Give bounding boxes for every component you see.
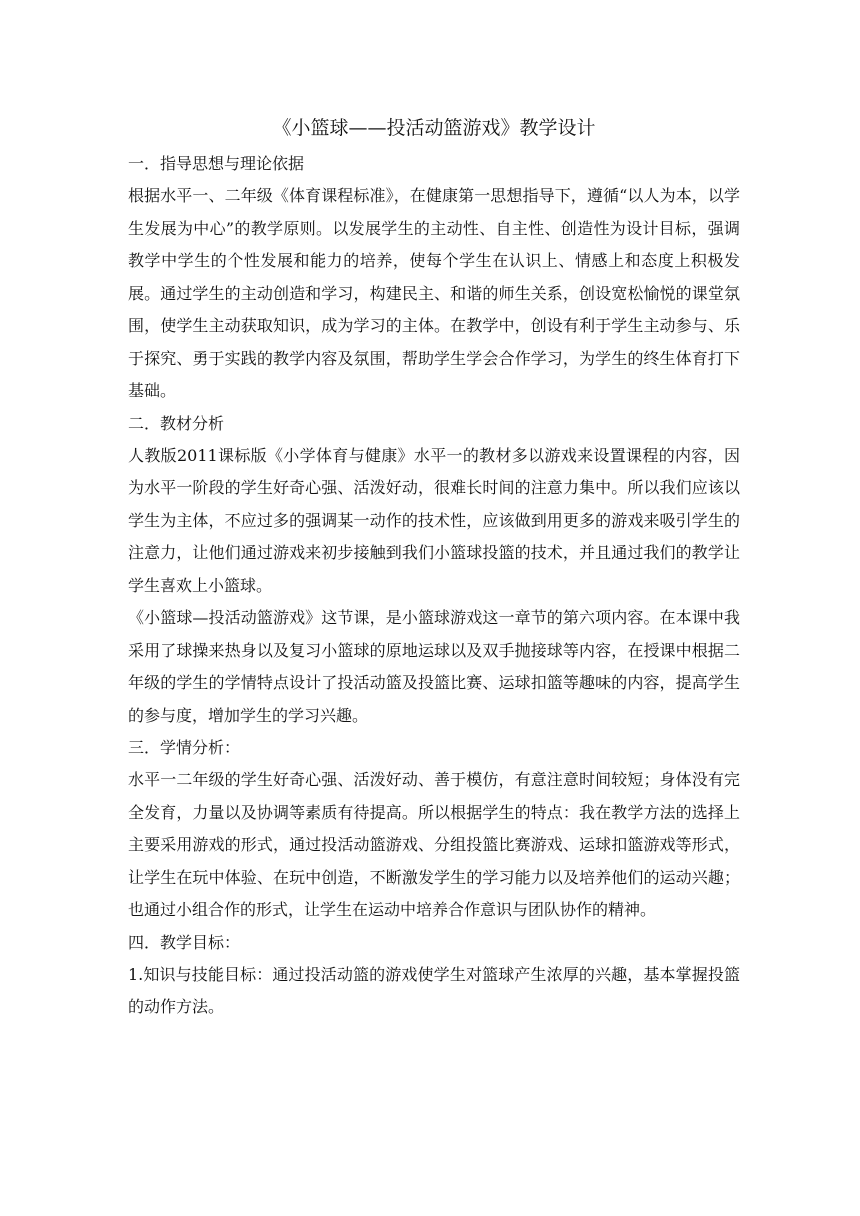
section-teaching-objectives bbox=[128, 927, 740, 1024]
section-textbook-analysis bbox=[128, 408, 740, 733]
document-title: 《小篮球——投活动篮游戏》教学设计 bbox=[272, 117, 596, 139]
section-learner-analysis bbox=[128, 732, 740, 927]
section-paragraph: 根据水平一、二年级《体育课程标准》，在健康第一思想指导下，遵循“以人为本，以学生发展为中心”的教学原则。以发展学生的主动性、自主性、创造性为设计目标，强调教学中学生的个性发展和能力的培养，使每个学生在认识上、情感上和态度上积极发展。通过学生的主动创造和学习，构建民主、和谐的师生关系，创设宽松愉悦的课堂氛围，使学生主动获取知识，成为学习的主体。在教学中，创设有利于学生主动参与、乐于探究、勇于实践的教学内容及氛围，帮助学生学会合作学习，为学生的终生体育打下基础。 bbox=[128, 186, 740, 400]
section-paragraph: 1.知识与技能目标：通过投活动篮的游戏使学生对篮球产生浓厚的兴趣，基本掌握投篮的动作方法。 bbox=[128, 964, 740, 1016]
section-guiding-thought bbox=[128, 148, 740, 408]
section-paragraph: 水平一二年级的学生好奇心强、活泼好动、善于模仿，有意注意时间较短；身体没有完全发育，力量以及协调等素质有待提高。所以根据学生的特点：我在教学方法的选择上主要采用游戏的形式，通过投活动篮游戏、分组投篮比赛游戏、运球扣篮游戏等形式，让学生在玩中体验、在玩中创造，不断激发学生的学习能力以及培养他们的运动兴趣；也通过小组合作的形式，让学生在运动中培养合作意识与团队协作的精神。 bbox=[128, 770, 740, 919]
document-body bbox=[128, 114, 740, 1024]
section-heading: 四．教学目标： bbox=[128, 932, 241, 952]
section-paragraph: 《小篮球—投活动篮游戏》这节课，是小篮球游戏这一章节的第六项内容。在本课中我采用了球操来热身以及复习小篮球的原地运球以及双手抛接球等内容，在授课中根据二年级的学生的学情特点设计了投活动篮及投篮比赛、运球扣篮等趣味的内容，提高学生的参与度，增加学生的学习兴趣。 bbox=[128, 608, 740, 725]
section-heading: 一．指导思想与理论依据 bbox=[128, 154, 305, 173]
section-paragraph: 人教版2011课标版《小学体育与健康》水平一的教材多以游戏来设置课程的内容，因为水平一阶段的学生好奇心强、活泼好动，很难长时间的注意力集中。所以我们应该以学生为主体，不应过多的强调某一动作的技术性，应该做到用更多的游戏来吸引学生的注意力，让他们通过游戏来初步接触到我们小篮球投篮的技术，并且通过我们的教学让学生喜欢上小篮球。 bbox=[128, 445, 740, 595]
section-heading: 三．学情分析： bbox=[128, 738, 241, 757]
section-heading: 二．教材分析 bbox=[128, 413, 225, 433]
